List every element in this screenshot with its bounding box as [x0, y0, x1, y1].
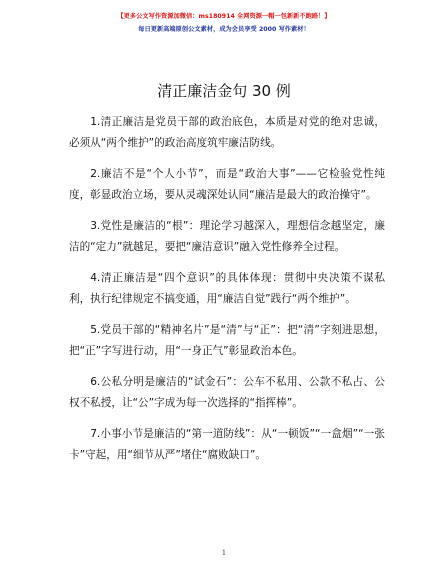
- page-number: 1: [221, 549, 227, 557]
- document-body: [69, 112, 385, 476]
- paragraph-2: 2.廉洁不是“个人小节”，而是“政治大事”——它检验党性纯度，彰显政治立场，要从灵魂深处认同“廉洁是最大的政治操守”。: [69, 168, 385, 201]
- paragraph-7: 7.小事小节是廉洁的“第一道防线”：从“一顿饭”“一盒烟”“一张卡”守起，用“细节从严”堵住“腐败缺口”。: [69, 428, 385, 461]
- paragraph-5: 5.党员干部的“精神名片”是“清”与“正”：把“清”字刻进思想，把“正”字写进行动，用“一身正气”彰显政治本色。: [69, 324, 385, 357]
- document-title: 清正廉洁金句 30 例: [157, 82, 291, 100]
- paragraph-6: 6.公私分明是廉洁的“试金石”：公车不私用、公款不私占、公权不私授，让“公”字成为每一次选择的“指挥棒”。: [69, 376, 385, 409]
- paragraph-1: 1.清正廉洁是党员干部的政治底色，本质是对党的绝对忠诚，必须从“两个维护”的政治高度筑牢廉洁防线。: [69, 116, 385, 149]
- paragraph-4: 4.清正廉洁是“四个意识”的具体体现：贯彻中央决策不谋私利，执行纪律规定不搞变通，用“廉洁自觉”践行“两个维护”。: [69, 272, 385, 305]
- promo-banner-line2: 每日更新高端原创公文素材，成为会员享受 2000 写作素材！: [138, 26, 310, 33]
- paragraph-3: 3.党性是廉洁的“根”：理论学习越深入，理想信念越坚定，廉洁的“定力”就越足，要把“廉洁意识”融入党性修养全过程。: [69, 220, 385, 253]
- promo-banner-line1: 【更多公文写作资源加微信：ms180914 全网资源一帽一包新新不跑路！】: [117, 13, 331, 20]
